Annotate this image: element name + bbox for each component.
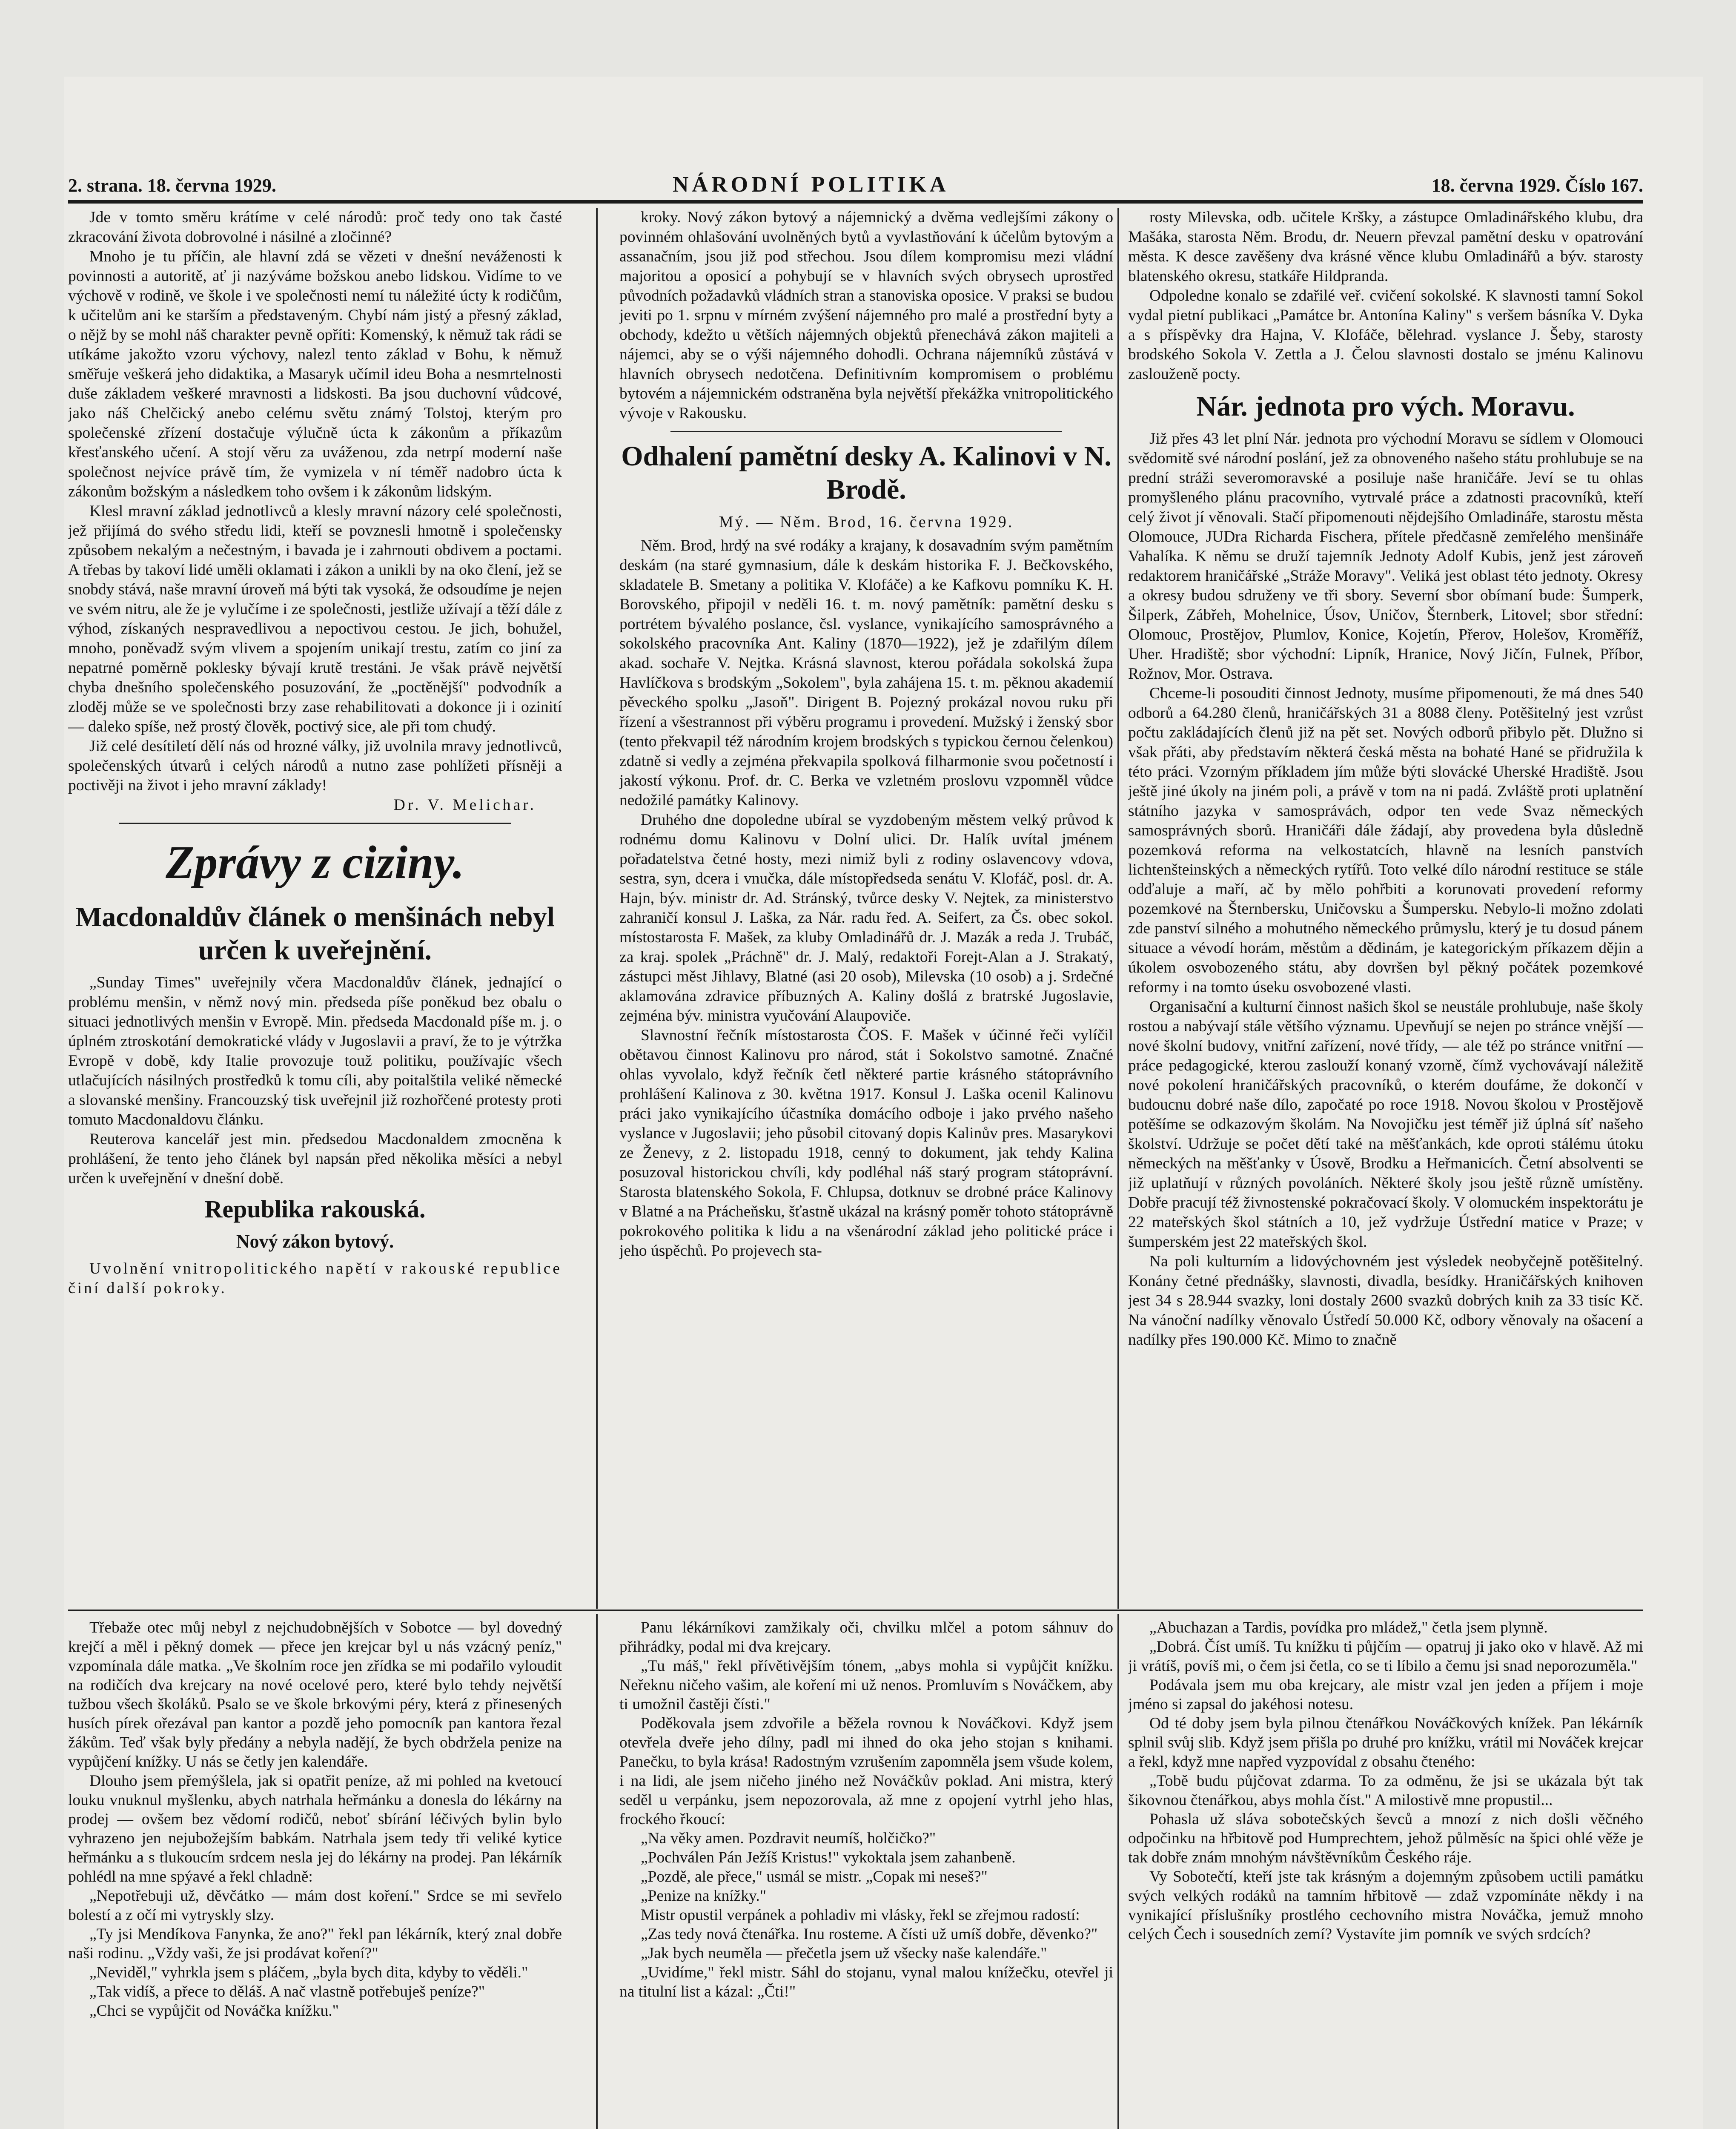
- article-subtitle: Nový zákon bytový.: [236, 1231, 394, 1252]
- feuilleton-column-3: [1128, 1618, 1643, 2129]
- paragraph: kroky. Nový zákon bytový a nájemnický a dvěma vedlejšími zákony o povinném ohlašování uvolněných bytů a vyvlastňování k účelům bytovým a assanačním, jsou již pod střechou. Jsou dílem kompromisu mezi vládní majoritou a oposicí a pohybují se v hlavních svých obrysech uprostřed původních požadavků vládních stran a stanoviska oposice. V praksi se budou jeviti po 1. srpnu v mírném zvýšení nájemného pro malé a prostřední byty a obchody, kdežto u větších nájemných objektů přenechává zákon majiteli a nájemci, aby se o výši nájemného dohodli. Ochrana nájemníků zůstává v hlavních obrysech nedotčena. Definitivním kompromisem o problému bytovém a nájemnickém odstraněna byla největší překážka vnitropolitického vývoje v Rakousku.: [619, 209, 1113, 422]
- paragraph: Dlouho jsem přemýšlela, jak si opatřit peníze, až mi pohled na kvetoucí louku vnuknul myšlenku, abych natrhala heřmánku a donesla do lékárny na prodej — ovšem bez vědomí rodičů, neboť sbírání léčivých bylin bylo vyhrazeno jen nejubožejším babkám. Natrhala jsem tedy tři veliké kytice heřmánku a s tlukoucím srdcem nesla jej do lékárny na prodej. Pan lékárník pohlédl na mne spýavé a řekl chladně:: [68, 1772, 562, 1885]
- paragraph: „Abuchazan a Tardis, povídka pro mládež," četla jsem plynně.: [1149, 1619, 1548, 1636]
- paragraph: Mnoho je tu příčin, ale hlavní zdá se vězeti v dnešní neváženosti k povinnosti a autoritě, ať ji nazýváme božskou anebo lidskou. Vidíme to ve výchově v rodině, ve škole i ve společnosti nemí tu náležité úcty k rodičům, k učitelům ani ke starším a představeným. Chybí nám jistý a přesný základ, o nějž by se mohl náš charakter pevně opříti: Komenský, k němuž tak rádi se utíkáme jakožto vzoru výchovy, nalezl tento základ v Bohu, k němuž směřuje veškerá jeho didaktika, a Masaryk učímil ideu Boha a nesmrtelnosti duše základem veškeré mravnosti a lidskosti. Ba jsou duchovní vůdcové, jako náš Chelčický anebo celému světu známý Tolstoj, kterým pro společenské zřízení dostačuje výlučně úcta k zákonům a příkazům křesťanského učení. A stojí věru za uváženou, zda netrpí moderní naše společnost nejvíce právě tím, že vymizela v ní téměř nadobro úcta k zákonům božským a následkem toho ovšem i k zákonům lidským.: [68, 248, 562, 500]
- paragraph: Na poli kulturním a lidovýchovném jest výsledek neobyčejně potěšitelný. Konány četné přednášky, slavnosti, divadla, besídky. Hraničářských knihoven jest 34 s 28.944 svazky, loni dostaly 2600 svazků dobrých knih za 33 tisíc Kč. Na vánoční nadílky věnovalo Ústředí 50.000 Kč, odbory věnovaly na ošacení a nadílky přes 190.000 Kč. Mimo to značně: [1128, 1253, 1643, 1349]
- paragraph: „Pochválen Pán Ježíš Kristus!" vykoktala jsem zahanbeně.: [641, 1849, 1016, 1866]
- article-title: Republika rakouská.: [204, 1195, 426, 1223]
- paragraph: „Dobrá. Číst umíš. Tu knížku ti půjčím — opatruj ji jako oko v hlavě. Až mi ji vrátíš, povíš mi, o čem jsi četla, co se ti líbilo a čemu jsi snad neporozuměla.": [1128, 1638, 1643, 1675]
- column-rule: [1117, 1614, 1119, 2129]
- paragraph: Druhého dne dopoledne ubíral se vyzdobeným městem velký průvod k rodnému domu Kalinovu v Dolní ulici. Dr. Halík uvítal jménem pořadatelstva četné hosty, mezi nimiž byli z rodiny oslavencovy vdova, sestra, syn, dcera i vnučka, dále místopředseda senátu V. Klofáč, posl. dr. A. Hajn, býv. ministr dr. Ad. Stránský, tvůrce desky V. Nejtek, za ministerstvo zahraničí konsul J. Laška, za Nár. radu řed. A. Seifert, za Čs. obec sokol. místostarosta F. Mašek, za kluby Omladinářů dr. J. Mazák a reda J. Trubáč, za kraj. spolek „Práchně" dr. J. Malý, redaktoři Forejt-Alan a J. Strakatý, zástupci měst Jihlavy, Blatné (asi 20 osob), Milevska (10 osob) a j. Srdečné aklamována zdravice příbuzných A. Kaliny došlá z bratrské Jugoslavie, zejména býv. ministra vyučování Alaupoviče.: [619, 811, 1113, 1024]
- section-title: Zprávy z ciziny.: [166, 836, 464, 888]
- header-issue-number: 18. června 1929. Číslo 167.: [1431, 175, 1643, 196]
- dateline: Mý. — Něm. Brod, 16. června 1929.: [719, 513, 1014, 531]
- paragraph: „Tobě budu půjčovat zdarma. To za odměnu, že jsi se ukázala být tak šikovnou čtenářkou, abys mohla číst." A milostivě mne propustil...: [1128, 1772, 1643, 1809]
- feuilleton-rule: [68, 1610, 1643, 1611]
- section-divider: [119, 823, 511, 824]
- article-title: Odhalení pamětní desky A. Kalinovi v N. Brodě.: [621, 441, 1111, 505]
- paragraph: „Nepotřebuji už, děvčátko — mám dost koření." Srdce se mi sevřelo bolestí a z očí mi vytryskly slzy.: [68, 1887, 562, 1924]
- paragraph: „Uvidíme," řekl mistr. Sáhl do stojanu, vynal malou knížečku, otevřel ji na titulní list a kázal: „Čti!": [619, 1964, 1113, 2000]
- section-divider: [670, 431, 1062, 432]
- paragraph: Pohasla už sláva sobotečských ševců a mnozí z nich došli věčného odpočinku na hřbitově pod Humprechtem, jehož půlměsíc na špici ohlé věže je tak dobře znám mnohým návštěvníkům Českého ráje.: [1128, 1811, 1643, 1866]
- article-title: Nár. jednota pro vých. Moravu.: [1196, 391, 1575, 422]
- paragraph: „Chci se vypůjčit od Nováčka knížku.": [89, 2002, 339, 2020]
- paragraph: „Tak vidíš, a přece to děláš. A nač vlastně potřebuješ peníze?": [89, 1983, 485, 2000]
- paragraph: Chceme-li posouditi činnost Jednoty, musíme připomenouti, že má dnes 540 odborů a 64.280 členů, hraničářských 31 a 8088 členy. Potěšitelný jest vzrůst počtu zakládajících členů již na pět set. Nových odborů přibylo pět. Dlužno si však přáti, aby představím některá česká města na bohaté Hané se přidružila k této práci. Vzorným příkladem jím může býti slovácké Uherské Hradiště. Jsou ještě jiné úkoly na jiném poli, a právě v tom na ni padá. Zvláště proti uplatnění státního jazyka v samosprávách, odpor ten vede Svaz německých samosprávných sborů. Hraničáři dále žádají, aby provedena byla důsledně pozemková reforma na velkostatcích, hlavně na lesních panstvích lichtenšteinských a německých rytířů. Toto velké dílo národní restituce se stále odďaluje a maří, ač by mělo pohřbiti a korunovati provedení reformy pozemkové na Šternbersku, Uničovsku a Šumpersku. Nebylo-li možno zdolati zde panství silného a mohutného německého průmyslu, který je tu dosud pánem situace a vévodí horám, městům a dědinám, je kategorickým příkazem dějin a úkolem osvobozeného státu, aby dovršen byl pěkný počátek pozemkové reformy i na tomto úseku osvobozené vlasti.: [1128, 685, 1643, 996]
- paragraph: Od té doby jsem byla pilnou čtenářkou Nováčkových knížek. Pan lékárník splnil svůj slib. Když jsem přišla po druhé pro knížku, vrátil mi Nováček krejcar a řekl, když mne napřed vyzpovídal z obsahu čteného:: [1128, 1715, 1643, 1770]
- masthead-title: NÁRODNÍ POLITIKA: [673, 172, 949, 197]
- column-rule: [596, 1614, 598, 2129]
- paragraph: Uvolnění vnitropolitického napětí v rakouské republice činí další pokroky.: [68, 1260, 562, 1297]
- paragraph: rosty Milevska, odb. učitele Kršky, a zástupce Omladinářského klubu, dra Mašáka, starosta Něm. Brodu, dr. Neuern převzal pamětní desku v opatrování města. K desce zavěšeny dva krásné věnce klubu Omladinářů a býv. starosty blatenského okresu, statkáře Hildpranda.: [1128, 209, 1643, 285]
- column-1: [68, 208, 562, 1607]
- paragraph: Reuterova kancelář jest min. předsedou Macdonaldem zmocněna k prohlášení, že tento jeho článek byl napsán před několika měsíci a nebyl určen k uveřejnění v dnešní době.: [68, 1130, 562, 1187]
- article-title: Macdonaldův článek o menšinách nebyl určen k uveřejnění.: [75, 901, 555, 966]
- paragraph: „Ty jsi Mendíkova Fanynka, že ano?" řekl pan lékárník, který znal dobře naši rodinu. „Vždy vaši, že jsi prodávat koření?": [68, 1925, 562, 1962]
- paragraph: Již celé desítiletí dělí nás od hrozné války, již uvolnila mravy jednotlivců, společenských útvarů i celých národů a nutno zase pohlížeti přísněji a poctivěji na život i jeho mravní základy!: [68, 737, 562, 794]
- paragraph: Třebaže otec můj nebyl z nejchudobnějších v Sobotce — byl dovedný krejčí a měl i pěkný domek — přece jen krejcar byl u nás vzácný peníz," vzpomínala dále matka. „Ve školním roce jen zřídka se mi podařilo vyloudit na rodičích dva krejcary na nové ocelové pero, které bylo tehdy největší tužbou všech školáků. Psalo se ve škole brkovými péry, která z přinesených husích pírek ořezával pan kantor a pozdě jeho pomocník pan kantora řezal žákům. Teď však byly předány a nebyla nadějí, že bych obdržela penize na vypůjčení knížky. U nás se četly jen kalendáře.: [68, 1619, 562, 1770]
- col1-intro: [68, 208, 562, 795]
- header-page-date: 2. strana. 18. června 1929.: [68, 175, 276, 196]
- feuilleton-column-1: [68, 1618, 562, 2129]
- paragraph: „Penize na knížky.": [641, 1887, 767, 1905]
- header-rule: [68, 200, 1643, 204]
- paragraph: Jde v tomto směru krátíme v celé národů: proč tedy ono tak časté zkracování života dobrovolné i násilné a zločinné?: [68, 209, 562, 246]
- paragraph: Odpoledne konalo se zdařilé veř. cvičení sokolské. K slavnosti tamní Sokol vydal pietní publikaci „Památce br. Antonína Kaliny" s veršem básníka V. Dyka a s příspěvky dra Hajna, V. Klofáče, bělehrad. vyslance J. Šeby, starosty brodského Sokola V. Zettla a J. Čelou slavnosti dostalo se jménu Kalinovu zaslouženě pocty.: [1128, 287, 1643, 383]
- paragraph: „Neviděl," vyhrkla jsem s pláčem, „byla bych dita, kdyby to věděli.": [89, 1964, 528, 1981]
- paragraph: „Tu máš," řekl přívětivějším tónem, „abys mohla si vypůjčit knížku. Neřeknu ničeho vašim, ale koření mi už nenos. Promluvím s Nováčkem, aby ti umožnil častěji čísti.": [619, 1657, 1113, 1713]
- paragraph: Slavnostní řečník místostarosta ČOS. F. Mašek v účinné řeči vylíčil obětavou činnost Kalinovu pro národ, stát i Sokolstvo samotné. Značné ohlas vyvolalo, když řečník četl některé partie krásného státoprávního prohlášení Kalinova z 30. května 1917. Konsul J. Laška ocenil Kalinovu práci jako vynikajícího účastníka domácího odboje i jako prvého našeho vyslance v Jugoslavii; jeho působil citovaný dopis Kalinův pres. Masarykovi ze Ženevy, z 2. listopadu 1918, cenný to dokument, jak tehdy Kalina posuzoval historickou chvíli, kdy podléhal náš starý program státoprávní. Starosta blatenského Sokola, F. Chlupsa, dotknuv se drobné práce Kalinovy v Blatné a na Prácheňsku, šťastně ukázal na krásný poměr tohoto státoprávně pokrokového politika k lidu a na všenárodní základ jeho politické práce i jeho úspěchů. Po projevech sta-: [619, 1027, 1113, 1260]
- paragraph: Podávala jsem mu oba krejcary, ale mistr vzal jen jeden a příjem i moje jméno si zapsal do jakéhosi notesu.: [1128, 1676, 1643, 1713]
- column-3: [1128, 208, 1643, 1607]
- paragraph: Panu lékárníkovi zamžikaly oči, chvilku mlčel a potom sáhnuv do přihrádky, podal mi dva krejcary.: [619, 1619, 1113, 1656]
- author-signature: Dr. V. Melichar.: [393, 796, 536, 814]
- paragraph: Poděkovala jsem zdvořile a běžela rovnou k Nováčkovi. Když jsem otevřela dveře jeho dílny, padl mi ihned do oka jeho stojan s knihami. Panečku, to byla krása! Radostným vzrušením zapomněla jsem všude kolem, i na lidi, ale jsem ničeho jiného než Nováčkův poklad. Ani mistra, který seděl u verpánku, jsem nepozorovala, až mne z opojení vytrhl jeho hlas, frockého řkoucí:: [619, 1715, 1113, 1828]
- paragraph: Klesl mravní základ jednotlivců a klesly mravní názory celé společnosti, jež přijímá do svého středu lidi, kteří se povznesli hmotně i společensky způsobem nekalým a nečestným, i bavada je i zahrnouti obdivem a poctami. A třebas by takoví lidé uměli oklamati i zákon a unikli by na oko člení, jež se snobdy stává, naše mravní úroveň má býti tak vysoká, že odsoudíme je nejen ve svém nitru, ale že je vylučíme i ze společnosti, jestliže užívají a těží dále z výhod, získaných nespravedlivou a nepoctivou cestou. Je jich, bohužel, mnoho, poněvadž svým vlivem a spojením unikají trestu, zatím co jiní za nepatrné poměrně poklesky bývají krutě trestáni. Je však právě největší chyba dnešního společenského posuzování, že „poctěnější" podvodník a zloděj může se ve společnosti brzy zase rehabilitovati a dokonce ji i ozinití — daleko spíše, než prostý člověk, poctivý sice, ale při tom chudý.: [68, 502, 562, 735]
- paragraph: Vy Sobotečtí, kteří jste tak krásným a dojemným způsobem uctili památku svých velkých rodáků na tamním hřbitově — zdaž vzpomínáte někdy i na vynikající příslušníky prostlého cechovního mistra Nováčka, jemuž mnoho celých Čech i sousedních zemí? Vystavíte jim pomník ve svých srdcích?: [1128, 1868, 1643, 1943]
- column-rule: [596, 208, 598, 1609]
- paragraph: Něm. Brod, hrdý na své rodáky a krajany, k dosavadním svým pamětním deskám (na staré gymnasium, dále k deskám historika F. J. Bečkovského, skladatele B. Smetany a politika V. Klofáče) a ke Kafkovu pomníku K. H. Borovského, připojil v neděli 16. t. m. nový pamětník: pamětní desku s portrétem bývalého poslance, čsl. vyslance, vynikajícího samosprávného a sokolského pracovníka Ant. Kaliny (1870—1922), jež je zdařilým dílem akad. sochaře V. Nejtka. Krásná slavnost, kterou pořádala sokolská župa Havlíčkova s brodským „Sokolem", byla zahájena 15. t. m. pěknou akademií pěveckého spolku „Jasoň". Dirigent B. Pojezný prokázal novou ruku při řízení a všestrannost při výběru programu i provedení. Mužský i ženský sbor (tento překvapil též národním krojem brodských s typickou černou čelenkou) zdatně si vedly a zejména překvapila spolková filharmonie svou početností i jakostí výkonu. Prof. dr. C. Berka ve vzletném proslovu vzpomněl vůdce nedožilé památky Kalinovy.: [619, 537, 1113, 809]
- paragraph: Mistr opustil verpánek a pohladiv mi vlásky, řekl se zřejmou radostí:: [641, 1906, 1080, 1924]
- paragraph: Organisační a kulturní činnost našich škol se neustále prohlubuje, naše školy rostou a nabývají stále většího významu. Upevňují se nejen po stránce vnější — nové školní budovy, vnitřní zařízení, nové třídy, — ale též po stránce vnitřní — práce pedagogické, kterou zaslouží konaný vzorně, čímž vychovávají náležitě nové pokolení hraničářských pracovníků, o kterém doufáme, že dokončí v budoucnu dobré naše dílo, započaté po roce 1918. Novou školou v Prostějově potěšíme se odkazovým školám. Na Novojičku jest téměř již úplná síť našeho školství. Udržuje se počet dětí také na měšťankách, kde oproti stálému útoku německých na měšťanky v Úsově, Brodku a Heřmanicích. Četní absolventi se již uplatňují v různých povoláních. Některé školy jsou ještě různě umístěny. Dobře pracují též živnostenské pokračovací školy. V olomuckém inspektorátu je 22 mateřských škol státních a 10, jež vydržuje Ústřední matice v Praze; v šumperském jest 22 mateřských škol.: [1128, 998, 1643, 1251]
- paragraph: „Pozdě, ale přece," usmál se mistr. „Copak mi neseš?": [641, 1868, 988, 1885]
- paragraph: Již přes 43 let plní Nár. jednota pro východní Moravu se sídlem v Olomouci svědomitě své národní poslání, jež za obnoveného našeho státu prohlubuje se na prední stráži severomoravské a posiluje naše hraničáře. Jeví se tu ohlas promyšleného plánu pracovního, vytrvalé práce a zdatnosti pracovníků, kteří celý život jí věnovali. Stačí připomenouti nějdejšího Omladináře, starostu města Olomouce, JUDra Richarda Fischera, přítele předčasně zemřelého menšináře Vahalíka. K němu se druží tajemník Jednoty Adolf Kubis, jenž jest zároveň redaktorem hraničářské „Stráže Moravy". Veliká jest oblast této jednoty. Okresy a okresy budou sdruženy ve tři sbory. Severní sbor obímaní bude: Šumperk, Šilperk, Zábřeh, Mohelnice, Úsov, Uničov, Šternberk, Litovel; sbor střední: Olomouc, Prostějov, Plumlov, Konice, Kojetín, Přerov, Holešov, Kroměříž, Uher. Hradiště; sbor východní: Lipník, Hranice, Nový Jičín, Fulnek, Příbor, Rožnov, Mor. Ostrava.: [1128, 430, 1643, 683]
- column-rule: [1117, 208, 1119, 1609]
- paragraph: „Na věky amen. Pozdravit neumíš, holčičko?": [641, 1830, 936, 1847]
- paragraph: „Jak bych neuměla — přečetla jsem už všecky naše kalendáře.": [641, 1945, 1047, 1962]
- column-2: [619, 208, 1113, 1607]
- feuilleton-column-2: [619, 1618, 1113, 2129]
- paragraph: „Sunday Times" uveřejnily včera Macdonaldův článek, jednající o problému menšin, v němž nový min. předseda píše poněkud bez obalu o situaci jednotlivých menšin v Evropě. Min. předseda Macdonald píše m. j. o úplném ztroskotání demokratické vlády v Jugoslavii a praví, že to je výtržka Evropě v době, kdy Italie provozuje touž politiku, používajíc všech utlačujících násilných prostředků k tomu cíli, aby poitalštila veliké německé a slovanské menšiny. Francouzský tisk uveřejnil již rozhořčené protesty proti tomuto Macdonaldovu článku.: [68, 974, 562, 1128]
- paragraph: „Zas tedy nová čtenářka. Inu rosteme. A čísti už umíš dobře, děvenko?": [641, 1925, 1098, 1943]
